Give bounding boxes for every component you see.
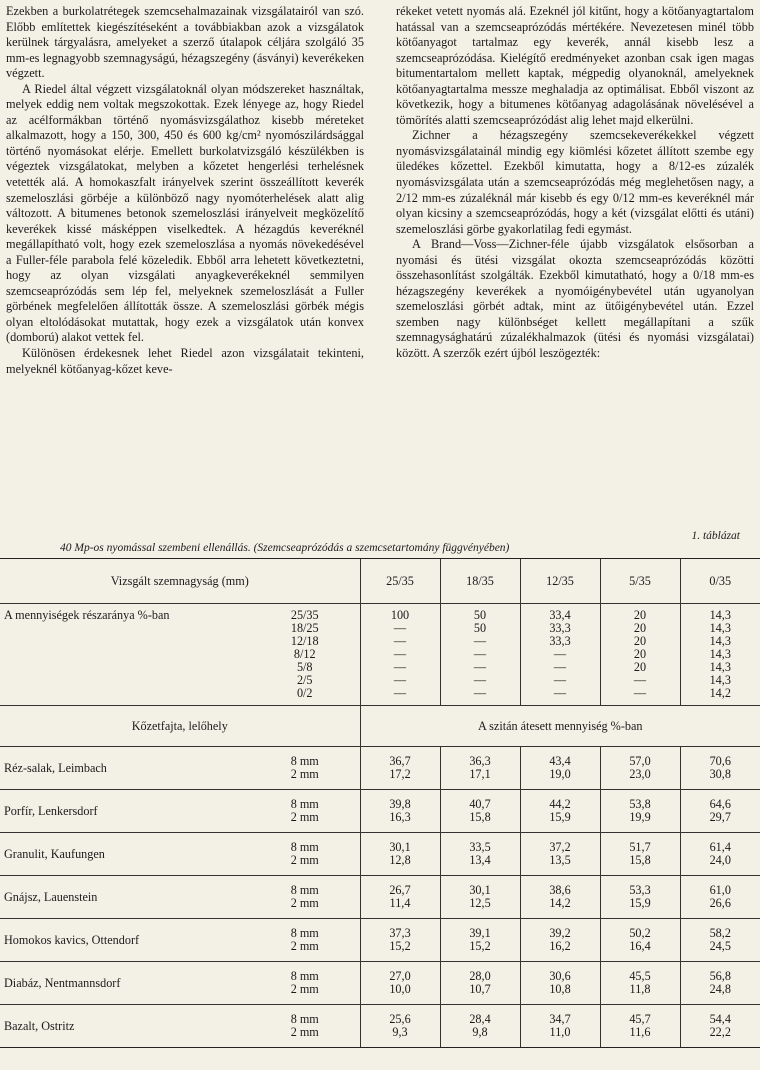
sieve-size: 8 mm [290,754,319,768]
proportion-col [360,604,440,706]
passing-value: 53,8 [629,797,651,811]
proportion-value: 20 [633,647,647,661]
fraction-label: 12/18 [290,634,319,648]
proportion-value: — [473,634,487,648]
table-row [0,919,760,962]
passing-value: 12,8 [389,853,411,867]
proportion-value: — [553,647,567,661]
passing-cell [600,962,680,1005]
passing-value: 61,4 [709,840,731,854]
proportion-col [520,604,600,706]
passing-value: 43,4 [549,754,571,768]
passing-cell [520,790,600,833]
proportion-value: 14,3 [709,634,731,648]
proportion-row [0,604,760,706]
proportion-value: — [553,686,567,700]
passing-value: 51,7 [629,840,651,854]
column-header: 0/35 [680,559,760,604]
passing-value: 9,8 [472,1025,488,1039]
passing-value: 70,6 [709,754,731,768]
proportion-value: 20 [633,660,647,674]
passing-value: 24,8 [709,982,731,996]
passing-value: 17,2 [389,767,411,781]
sieve-size: 2 mm [290,767,319,781]
proportion-value: 20 [633,608,647,622]
proportion-value: — [553,660,567,674]
passing-cell [520,876,600,919]
passing-value: 15,9 [629,896,651,910]
proportion-label: A mennyiségek részaránya %-ban [4,608,170,622]
column-header: 5/35 [600,559,680,604]
passing-value: 11,8 [629,982,651,996]
passing-value: 36,7 [389,754,411,768]
sieve-size: 8 mm [290,1012,319,1026]
passing-cell [440,790,520,833]
passing-value: 15,2 [389,939,411,953]
passing-cell [680,919,760,962]
passing-cell [360,919,440,962]
proportion-value: — [393,660,407,674]
passing-value: 56,8 [709,969,731,983]
passing-value: 19,0 [549,767,571,781]
passing-value: 30,1 [389,840,411,854]
passing-value: 11,4 [389,896,411,910]
passing-value: 10,0 [389,982,411,996]
passing-value: 11,0 [549,1025,571,1039]
paragraph: rékeket vetett nyomás alá. Ezeknél jól kitűnt, hogy a kötőanyagtartalom hatással van a szemcseaprózódás mértékére. Nevezetesen minél több kötőanyagot tartalmaz egy keverék, annál kisebb lesz a szemcseaprózódása. Kielégítő eredményeket azonban csak igen magas bitumentartalom mellett kaptak, mégpedig olyanoknál, amelyeknek kötőanyagtartalma messze meghaladja az optimálisat. Ebből viszont az következik, hogy a bitumenes kötőanyag adagolásának növelésével a tömörítés alatti szemcseaprózódást alig lehet majd elkerülni. [396,4,754,127]
passing-value: 30,6 [549,969,571,983]
sieve-size: 2 mm [290,810,319,824]
rock-name: Réz-salak, Leimbach [0,747,250,790]
passing-cell [360,876,440,919]
proportion-value: — [633,673,647,687]
passing-value: 40,7 [469,797,491,811]
table-row [0,833,760,876]
passing-cell [680,876,760,919]
passing-cell [680,833,760,876]
passing-value: 33,5 [469,840,491,854]
passing-value: 36,3 [469,754,491,768]
fraction-list [250,604,360,706]
proportion-value: — [393,647,407,661]
passing-value: 34,7 [549,1012,571,1026]
paragraph: A Brand—Voss—Zichner-féle újabb vizsgálatok elsősorban a nyomási és ütési vizsgálat okozta szemcseaprózódás közötti összehasonlítást szolgálták. Ezekből kimutatható, hogy a 0/18 mm-es hézagszegény keverékek a nyomóigénybevétel után ugyanolyan szemeloszlási görbét adtak, mint az ütőigénybevétel után. Ezzel szemben nagy különbséget kellett megállapítani a szűk szemnagysághatárú zúzalékhalmazok (ütési és nyomási vizsgálatai) között. A szerzők ezért újból leszögezték: [396,237,754,361]
table-caption: 40 Mp-os nyomással szembeni ellenállás. (Szemcseaprózódás a szemcsetartomány függvényében) [60,542,510,554]
proportion-col [600,604,680,706]
fraction-label: 8/12 [293,647,316,661]
paragraph: Zichner a hézagszegény szemcsekeverékekkel végzett nyomásvizsgálatainál mindig egy kiömlési kőzetet állított szembe egy üledékes kőzettel. Ezekből kimutatta, hogy a 8/12-es zúzalék nyomásvizsgálata után a szemcseaprózódás még meglehetősen nagy, a 2/12 mm-es zúzaléknál már kisebb és egy 0/12 mm-es keveréknél már olyan kicsiny a szemcseaprózódás, hogy a két (vizsgálat előtti és utáni) szemeloszlási görbe gyakorlatilag fedi egymást. [396,128,754,236]
passing-value: 13,5 [549,853,571,867]
proportion-value: — [473,660,487,674]
rock-name: Diabáz, Nentmannsdorf [0,962,250,1005]
passing-value: 53,3 [629,883,651,897]
passing-value: 17,1 [469,767,491,781]
sieve-size: 8 mm [290,883,319,897]
passing-value: 16,2 [549,939,571,953]
passing-value: 15,8 [629,853,651,867]
passing-cell [440,1005,520,1048]
proportion-value: — [393,686,407,700]
passing-cell [360,747,440,790]
proportion-value: 33,3 [549,634,571,648]
paragraph: Ezekben a burkolatrétegek szemcsehalmazainak vizsgálatairól van szó. Előbb említettek kiegészítéseként a továbbiakban azok a vizsgálatok kerülnek tárgyalásra, amelyeket a szerző útalapok céljára szolgáló 35 mm-es legnagyobb szemnagyságú, hézagszegény (ásványi) keverékeken végzett. [6,4,364,81]
fraction-label: 2/5 [296,673,313,687]
passing-cell [600,919,680,962]
proportion-value: 14,3 [709,621,731,635]
passing-cell [440,919,520,962]
sieve-size: 8 mm [290,926,319,940]
sieve-size: 2 mm [290,982,319,996]
passing-value: 30,8 [709,767,731,781]
passing-cell [440,876,520,919]
passing-cell [360,962,440,1005]
proportion-col [680,604,760,706]
passing-value: 10,8 [549,982,571,996]
passing-value: 37,2 [549,840,571,854]
passing-cell [520,1005,600,1048]
passing-value: 24,5 [709,939,731,953]
passing-value: 38,6 [549,883,571,897]
sieve-size: 2 mm [290,1025,319,1039]
rock-header: Kőzetfajta, lelőhely [0,706,360,747]
proportion-value: 33,4 [549,608,571,622]
passing-value: 23,0 [629,767,651,781]
passing-value: 39,1 [469,926,491,940]
header-label: Vizsgált szemnagyság (mm) [0,559,360,604]
passing-value: 45,5 [629,969,651,983]
table-row [0,747,760,790]
proportion-value: 14,3 [709,673,731,687]
proportion-value: — [473,647,487,661]
proportion-value: — [553,673,567,687]
sieve-size: 8 mm [290,797,319,811]
passing-value: 44,2 [549,797,571,811]
passing-cell [680,962,760,1005]
rock-rows [0,747,760,1048]
proportion-value: — [473,673,487,687]
passing-value: 19,9 [629,810,651,824]
passing-cell [440,833,520,876]
rock-name: Gnájsz, Lauenstein [0,876,250,919]
passing-value: 9,3 [392,1025,408,1039]
passing-value: 54,4 [709,1012,731,1026]
data-table [0,558,760,1048]
passing-value: 13,4 [469,853,491,867]
passing-cell [360,790,440,833]
fraction-label: 5/8 [296,660,313,674]
passing-value: 15,9 [549,810,571,824]
passing-cell [600,790,680,833]
sieve-sizes [250,919,360,962]
proportion-col [440,604,520,706]
passing-cell [600,876,680,919]
passing-value: 58,2 [709,926,731,940]
rock-name: Bazalt, Ostritz [0,1005,250,1048]
passing-value: 57,0 [629,754,651,768]
passing-header: A szitán átesett mennyiség %-ban [360,706,760,747]
passing-value: 25,6 [389,1012,411,1026]
passing-cell [600,747,680,790]
sieve-size: 8 mm [290,969,319,983]
passing-value: 15,2 [469,939,491,953]
fraction-label: 0/2 [296,686,313,700]
sieve-sizes [250,962,360,1005]
proportion-value: — [633,686,647,700]
sieve-sizes [250,833,360,876]
proportion-value: 20 [633,634,647,648]
proportion-value: — [393,621,407,635]
passing-value: 29,7 [709,810,731,824]
sieve-sizes [250,876,360,919]
sieve-size: 2 mm [290,896,319,910]
passing-value: 64,6 [709,797,731,811]
proportion-value: 33,3 [549,621,571,635]
passing-cell [360,833,440,876]
passing-value: 26,6 [709,896,731,910]
column-header: 18/35 [440,559,520,604]
passing-value: 24,0 [709,853,731,867]
proportion-value: 14,3 [709,608,731,622]
right-column [396,4,754,377]
passing-value: 37,3 [389,926,411,940]
proportion-value: 50 [473,621,487,635]
proportion-value: 14,2 [709,686,731,700]
fraction-label: 18/25 [290,621,319,635]
passing-value: 15,8 [469,810,491,824]
passing-value: 11,6 [629,1025,651,1039]
paragraph: A Riedel által végzett vizsgálatoknál olyan módszereket használtak, melyek eddig nem voltak megszokottak. Ezek lényege az, hogy Riedel az acélformákban történő nyomásvizsgálathoz kisebb méreteket alkalmazott, hogy a 150, 300, 450 és 600 kg/cm² nyomószilárdsággal történő nyomásokat elérje. Emellett burkolatvizsgáló készülékben is végeztek vizsgálatokat, melyben a kőzetet hengerlési terhelésnek vetették alá. A homokaszfalt irányelvek szerint összeállított keverék szemeloszlási görbéje a különböző nagy nyomóterhelések alatt alig változott. A bitumenes betonok szemeloszlási irányelveit megközelítő keverékek kissé másképpen viselkedtek. A hézagdús keveréknél megállapítható volt, hogy ezek szemeloszlása a nyomás növekedésével a Fuller-féle parabola felé közeledik. Ebből arra lehetett következtetni, hogy az olyan vizsgálati anyagkeverékeknél semmilyen szemcseaprózódás sem lép fel, melyeknek szemeloszlását a Fuller görbének megfelelően állították össze. A szemeloszlási görbék mégis olyan eltolódásokat mutattak, hogy ezek a vizsgálatok után konvex (domború) alakot vettek fel. [6,81,364,345]
table-header-row [0,559,760,604]
sieve-sizes [250,1005,360,1048]
passing-cell [600,833,680,876]
passing-cell [520,962,600,1005]
sieve-size: 2 mm [290,853,319,867]
passing-cell [680,747,760,790]
passing-value: 45,7 [629,1012,651,1026]
passing-value: 16,4 [629,939,651,953]
passing-cell [520,833,600,876]
proportion-value: 20 [633,621,647,635]
fraction-label: 25/35 [290,608,319,622]
passing-value: 39,8 [389,797,411,811]
passing-value: 50,2 [629,926,651,940]
proportion-value: 14,3 [709,660,731,674]
passing-cell [440,747,520,790]
passing-value: 61,0 [709,883,731,897]
passing-cell [680,1005,760,1048]
paragraph: Különösen érdekesnek lehet Riedel azon vizsgálatait tekinteni, melyeknél kötőanyag-kőzet keve- [6,346,364,376]
rock-name: Homokos kavics, Ottendorf [0,919,250,962]
passing-value: 14,2 [549,896,571,910]
passing-value: 12,5 [469,896,491,910]
passing-value: 26,7 [389,883,411,897]
passing-cell [520,747,600,790]
passing-value: 28,0 [469,969,491,983]
table-row [0,876,760,919]
passing-cell [440,962,520,1005]
proportion-value: 50 [473,608,487,622]
sieve-sizes [250,790,360,833]
passing-value: 10,7 [469,982,491,996]
rock-name: Granulit, Kaufungen [0,833,250,876]
column-header: 12/35 [520,559,600,604]
sieve-size: 2 mm [290,939,319,953]
proportion-value: 14,3 [709,647,731,661]
rock-name: Porfír, Lenkersdorf [0,790,250,833]
passing-cell [680,790,760,833]
passing-value: 30,1 [469,883,491,897]
passing-value: 16,3 [389,810,411,824]
sieve-size: 8 mm [290,840,319,854]
passing-value: 39,2 [549,926,571,940]
passing-value: 22,2 [709,1025,731,1039]
table-row [0,1005,760,1048]
passing-value: 27,0 [389,969,411,983]
sieve-sizes [250,747,360,790]
table-row [0,790,760,833]
proportion-value: 100 [390,608,410,622]
column-header: 25/35 [360,559,440,604]
passing-cell [600,1005,680,1048]
proportion-value: — [393,673,407,687]
proportion-value: — [393,634,407,648]
passing-cell [360,1005,440,1048]
proportion-value: — [473,686,487,700]
table-row [0,962,760,1005]
table-number: 1. táblázat [691,530,740,542]
passing-value: 28,4 [469,1012,491,1026]
section-header-row [0,706,760,747]
left-column [6,4,364,377]
passing-cell [520,919,600,962]
